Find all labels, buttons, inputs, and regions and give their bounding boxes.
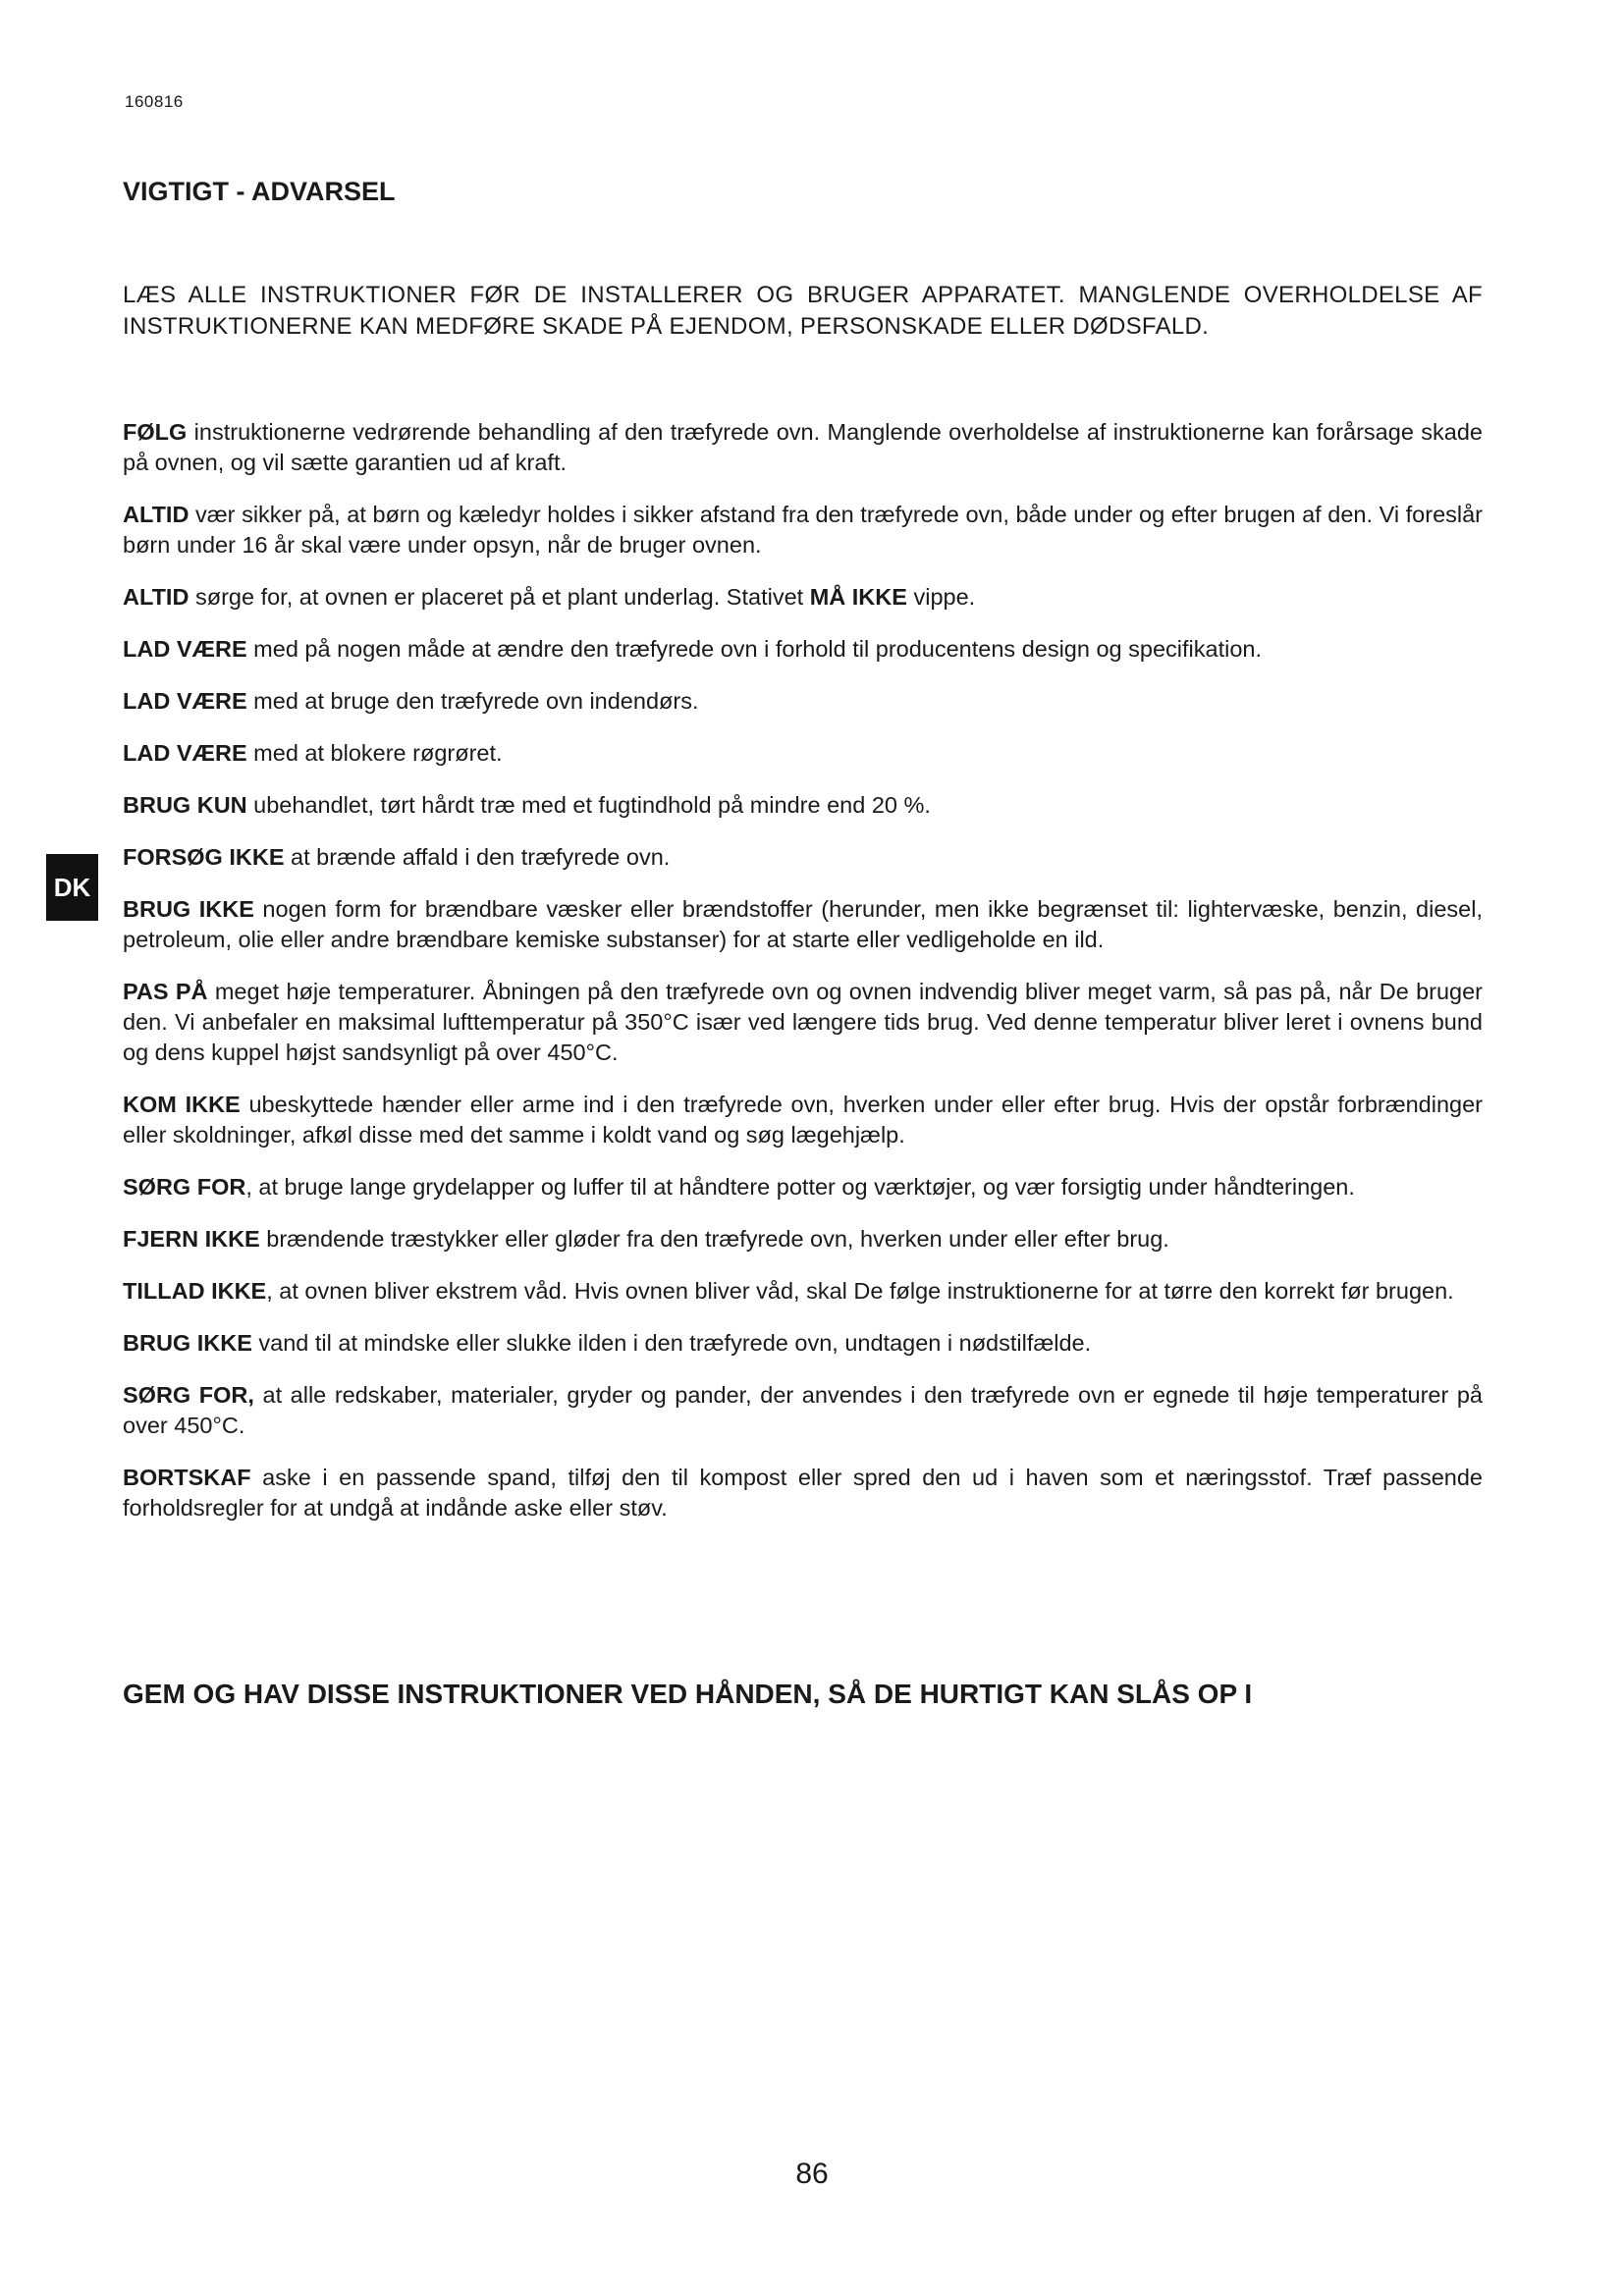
- rule-lead: BORTSKAF: [123, 1465, 251, 1490]
- rule-text: aske i en passende spand, tilføj den til kompost eller spred den ud i haven som et næringsstof. Træf passende forholdsregler for at undgå at indånde aske eller støv.: [123, 1465, 1483, 1521]
- rule-lead: BRUG KUN: [123, 792, 247, 818]
- rule-text: med på nogen måde at ændre den træfyrede ovn i forhold til producentens design og specifikation.: [246, 636, 1262, 662]
- safety-rule: [123, 634, 1483, 665]
- rule-lead: ALTID: [123, 502, 189, 527]
- safety-rule: [123, 977, 1483, 1068]
- page-number: 86: [795, 2158, 829, 2190]
- rule-text: med at bruge den træfyrede ovn indendørs.: [246, 688, 699, 714]
- safety-rule: [123, 1380, 1483, 1441]
- safety-rule: [123, 1276, 1483, 1307]
- rule-text: brændende træstykker eller gløder fra den træfyrede ovn, hverken under eller efter brug.: [259, 1226, 1169, 1252]
- rule-lead: KOM IKKE: [123, 1092, 241, 1117]
- rule-text: at alle redskaber, materialer, gryder og pander, der anvendes i den træfyrede ovn er egnede til høje temperaturer på over 450°C.: [123, 1382, 1483, 1438]
- rule-text: ubeskyttede hænder eller arme ind i den træfyrede ovn, hverken under eller efter brug. Hvis der opstår forbrændinger eller skoldninger, afkøl disse med det samme i koldt vand og søg lægehjælp.: [123, 1092, 1484, 1148]
- safety-rule: [123, 1172, 1483, 1202]
- rule-lead: ALTID: [123, 584, 189, 610]
- safety-rule: [123, 1463, 1483, 1523]
- rule-lead: FJERN IKKE: [123, 1226, 260, 1252]
- safety-rule: [123, 842, 1483, 873]
- rule-lead: MÅ IKKE: [809, 584, 907, 610]
- safety-rule: [123, 686, 1483, 717]
- rule-lead: LAD VÆRE: [123, 636, 247, 662]
- safety-rule: [123, 1328, 1483, 1359]
- safety-rule: [123, 582, 1483, 613]
- safety-rule: [123, 1090, 1483, 1150]
- rule-lead: BRUG IKKE: [123, 1330, 252, 1356]
- rule-text: meget høje temperaturer. Åbningen på den træfyrede ovn og ovnen indvendig bliver meget varm, så pas på, når De bruger den. Vi anbefaler en maksimal lufttemperatur på 350°C især ved længere tids brug. Ved denne temperatur bliver leret i ovnens bund og dens kuppel højst sandsynligt på over 450°C.: [123, 979, 1484, 1065]
- document-code: 160816: [125, 92, 184, 111]
- safety-rules-list: [123, 417, 1483, 1545]
- safety-rule: [123, 790, 1483, 821]
- page-heading: VIGTIGT - ADVARSEL: [123, 177, 396, 206]
- rule-text: vippe.: [906, 584, 976, 610]
- safety-rule: [123, 738, 1483, 769]
- rule-text: ubehandlet, tørt hårdt træ med et fugtindhold på mindre end 20 %.: [246, 792, 931, 818]
- safety-rule: [123, 417, 1483, 478]
- rule-lead: LAD VÆRE: [123, 688, 247, 714]
- rule-text: sørge for, at ovnen er placeret på et plant underlag. Stativet: [189, 584, 810, 610]
- rule-lead: PAS PÅ: [123, 979, 208, 1004]
- rule-lead: LAD VÆRE: [123, 740, 247, 766]
- rule-text: vær sikker på, at børn og kæledyr holdes i sikker afstand fra den træfyrede ovn, både under og efter brugen af den. Vi foreslår børn under 16 år skal være under opsyn, når de bruger ovnen.: [123, 502, 1483, 558]
- rule-lead: SØRG FOR,: [123, 1382, 254, 1408]
- rule-text: instruktionerne vedrørende behandling af den træfyrede ovn. Manglende overholdelse af instruktionerne kan forårsage skade på ovnen, og vil sætte garantien ud af kraft.: [123, 419, 1483, 475]
- rule-lead: SØRG FOR: [123, 1174, 246, 1200]
- rule-lead: BRUG IKKE: [123, 896, 254, 922]
- safety-rule: [123, 1224, 1483, 1255]
- rule-lead: TILLAD IKKE: [123, 1278, 267, 1304]
- rule-text: nogen form for brændbare væsker eller brændstoffer (herunder, men ikke begrænset til: lightervæske, benzin, diesel, petroleum, olie eller andre brændbare kemiske substanser) for at starte eller vedligeholde en ild.: [123, 896, 1483, 952]
- rule-text: at brænde affald i den træfyrede ovn.: [284, 844, 671, 870]
- safety-rule: [123, 894, 1483, 955]
- safety-rule: [123, 500, 1483, 561]
- rule-lead: FORSØG IKKE: [123, 844, 285, 870]
- rule-text: , at ovnen bliver ekstrem våd. Hvis ovnen bliver våd, skal De følge instruktionerne for at tørre den korrekt før brugen.: [266, 1278, 1454, 1304]
- rule-text: vand til at mindske eller slukke ilden i den træfyrede ovn, undtagen i nødstilfælde.: [251, 1330, 1092, 1356]
- closing-notice: GEM OG HAV DISSE INSTRUKTIONER VED HÅNDEN, SÅ DE HURTIGT KAN SLÅS OP I: [123, 1679, 1253, 1709]
- intro-warning: LÆS ALLE INSTRUKTIONER FØR DE INSTALLERER OG BRUGER APPARATET. MANGLENDE OVERHOLDELSE AF INSTRUKTIONERNE KAN MEDFØRE SKADE PÅ EJENDOM, PERSONSKADE ELLER DØDSFALD.: [123, 282, 1483, 340]
- rule-text: , at bruge lange grydelapper og luffer til at håndtere potter og værktøjer, og vær forsigtig under håndteringen.: [245, 1174, 1355, 1200]
- language-tab: DK: [46, 854, 98, 921]
- rule-lead: FØLG: [123, 419, 188, 445]
- rule-text: med at blokere røgrøret.: [246, 740, 503, 766]
